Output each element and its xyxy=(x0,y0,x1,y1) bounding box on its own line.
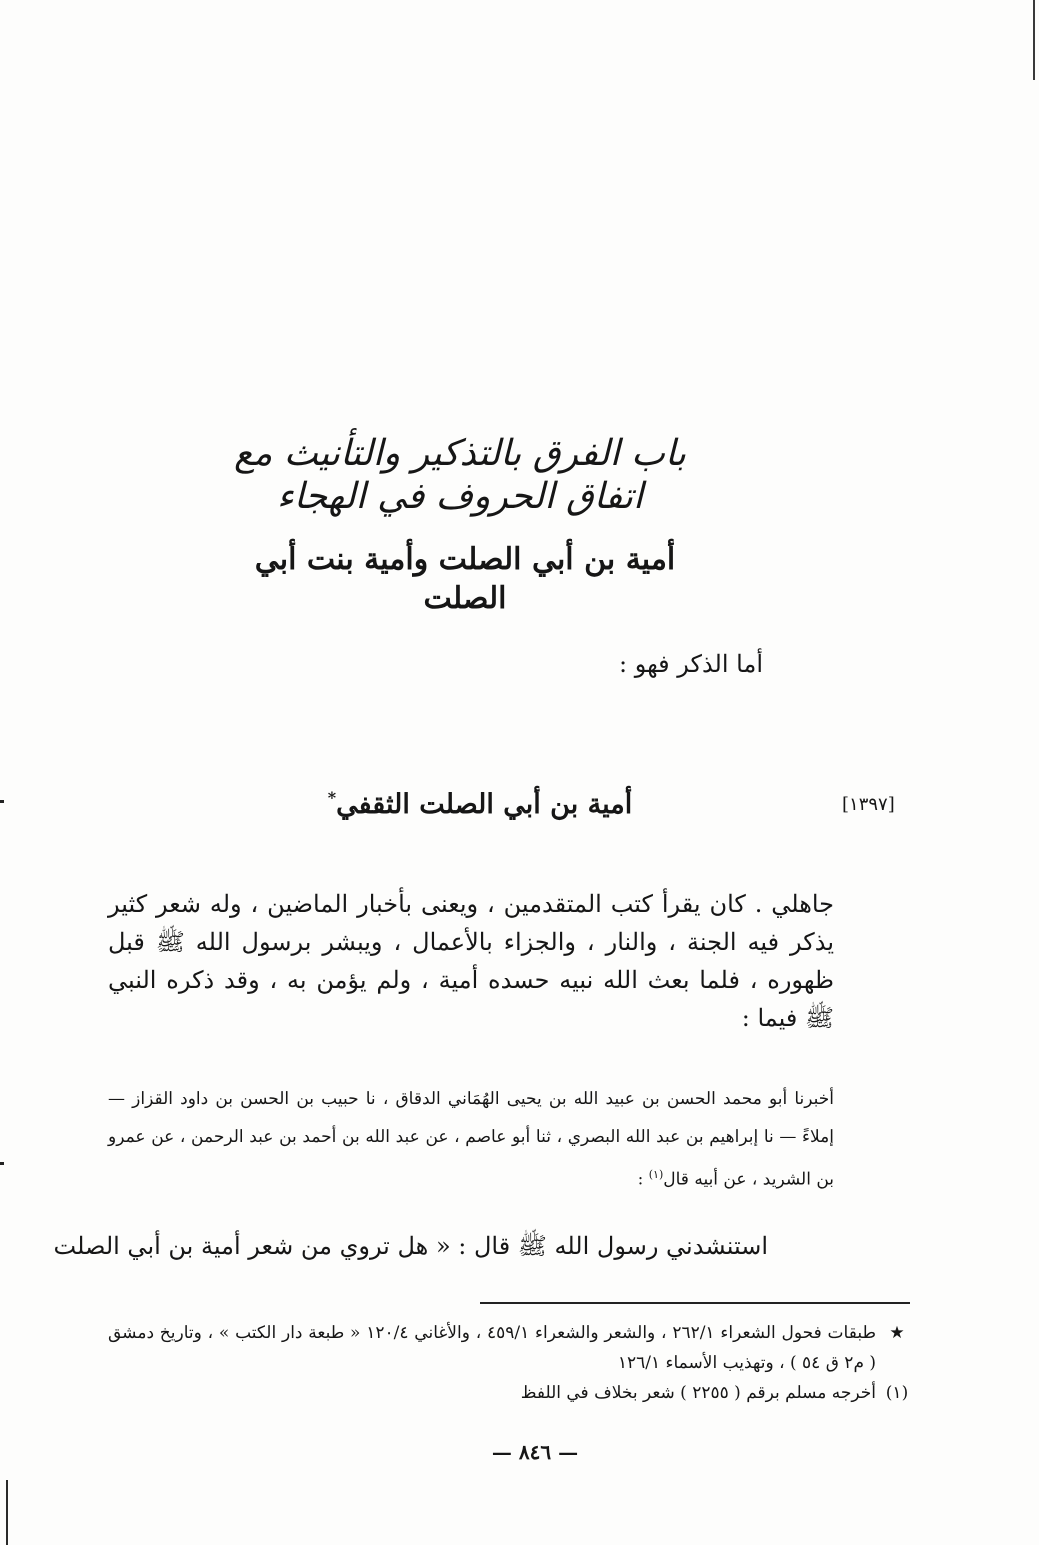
footnote-marker: ★ xyxy=(889,1323,905,1343)
footnote-item xyxy=(108,1318,918,1378)
isnad-text: أخبرنا أبو محمد الحسن بن عبيد الله بن يحيى الهُمَاني الدقاق ، نا حبيب بن الحسن بن داود القزاز — إملاءً — نا إبراهيم بن عبد الله البصري ، ثنا أبو عاصم ، عن عبد الله بن أحمد بن عبد الرحمن ، عن عمرو بن الشريد ، عن أبيه قال xyxy=(108,1089,834,1190)
isnad-tail: : xyxy=(637,1169,649,1190)
scan-edge-mark xyxy=(0,800,4,803)
isnad-paragraph xyxy=(108,1080,834,1199)
page-number: — ٨٤٦ — xyxy=(491,1440,579,1464)
biography-paragraph xyxy=(108,885,834,1037)
scan-edge-mark xyxy=(0,1162,4,1165)
entry-number: [١٣٩٧] xyxy=(842,794,895,815)
isnad-paragraph-body xyxy=(108,1080,834,1199)
footnote-text: طبقات فحول الشعراء ٢٦٢/١ ، والشعر والشعراء ٤٥٩/١ ، والأغاني ١٢٠/٤ « طبعة دار الكتب » ، وتاريخ دمشق ( م٢ ق ٥٤ ) ، وتهذيب الأسماء ١٢٦/١ xyxy=(108,1323,876,1373)
scan-edge-artifact xyxy=(6,1480,8,1545)
entry-title-footnote-marker: * xyxy=(327,788,337,807)
section-title: أمية بن أبي الصلت وأمية بنت أبي الصلت xyxy=(254,542,676,616)
scan-edge-artifact xyxy=(1033,0,1035,80)
entry-title-text: أمية بن أبي الصلت الثقفي xyxy=(336,789,633,820)
intro-line: أما الذكر فهو : xyxy=(619,650,763,678)
footnote-separator xyxy=(480,1302,910,1304)
hadith-line: استنشدني رسول الله ﷺ قال : « هل تروي من شعر أمية بن أبي الصلت xyxy=(53,1232,768,1260)
footnotes xyxy=(108,1318,918,1408)
entry-title xyxy=(320,786,640,824)
footnote-item xyxy=(108,1378,918,1408)
isnad-footnote-ref: (١) xyxy=(648,1168,664,1181)
biography-text: جاهلي . كان يقرأ كتب المتقدمين ، ويعنى بأخبار الماضين ، وله شعر كثير يذكر فيه الجنة ، والنار ، والجزاء بالأعمال ، ويبشر برسول الله ﷺ قبل ظهوره ، فلما بعث الله نبيه حسده أمية ، ولم يؤمن به ، وقد ذكره النبي ﷺ فيما : xyxy=(108,890,835,1032)
footnote-text: أخرجه مسلم برقم ( ٢٢٥٥ ) شعر بخلاف في اللفظ xyxy=(520,1383,876,1403)
footnote-marker: (١) xyxy=(885,1383,909,1403)
chapter-title: باب الفرق بالتذكير والتأنيث مع اتفاق الحروف في الهجاء xyxy=(233,433,687,518)
